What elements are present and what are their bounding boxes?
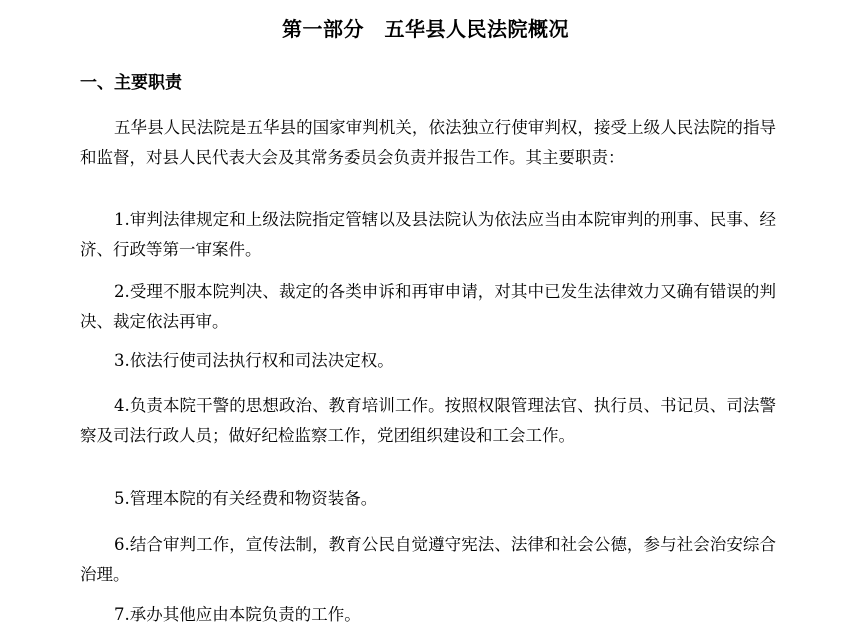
duty-item-2: 2.受理不服本院判决、裁定的各类申诉和再审申请，对其中已发生法律效力又确有错误的判决、裁定依法再审。 (80, 282, 776, 331)
intro-paragraph: 五华县人民法院是五华县的国家审判机关，依法独立行使审判权，接受上级人民法院的指导和监督，对县人民代表大会及其常务委员会负责并报告工作。其主要职责： (80, 118, 776, 167)
document-title: 第一部分 五华县人民法院概况 (282, 17, 569, 41)
duty-item-6: 6.结合审判工作，宣传法制，教育公民自觉遵守宪法、法律和社会公德，参与社会治安综合治理。 (80, 535, 776, 584)
section-heading: 一、主要职责 (80, 73, 182, 93)
duty-item-5: 5.管理本院的有关经费和物资装备。 (114, 489, 378, 508)
duty-item-1: 1.审判法律规定和上级法院指定管辖以及县法院认为依法应当由本院审判的刑事、民事、经济、行政等第一审案件。 (80, 210, 776, 259)
duty-item-3: 3.依法行使司法执行权和司法决定权。 (114, 351, 394, 370)
duty-item-4: 4.负责本院干警的思想政治、教育培训工作。按照权限管理法官、执行员、书记员、司法警察及司法行政人员；做好纪检监察工作，党团组织建设和工会工作。 (80, 396, 776, 445)
duty-item-7: 7.承办其他应由本院负责的工作。 (114, 605, 361, 624)
